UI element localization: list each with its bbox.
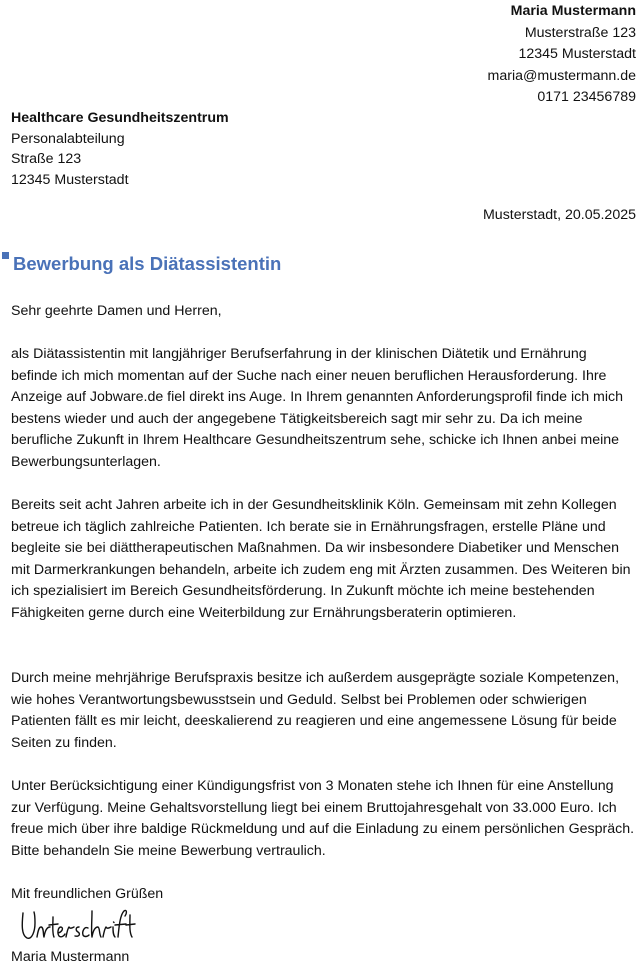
closing-phrase: Mit freundlichen Grüßen (11, 886, 164, 902)
subject-marker-square (2, 252, 9, 259)
body-paragraph-1: als Diätassistentin mit langjähriger Berufserfahrung in der klinischen Diätetik und Ernährung befinde ich mich momentan auf der Suche nach einer neuen beruflichen Herausforderung. Ihre Anzeige auf Jobware.de fiel direkt ins Auge. In Ihrem genannten Anforderungsprofil finde ich mich bestens wieder und auch der angegebene Tätigkeitsbereich sagt mir sehr zu. Da ich meine berufliche Zukunft in Ihrem Healthcare Gesundheitszentrum sehe, schicke ich Ihnen anbei meine Bewerbungsunterlagen. (11, 346, 624, 470)
recipient-city: 12345 Musterstadt (11, 171, 129, 188)
sender-address-block (488, 1, 636, 109)
place-and-date: Musterstadt, 20.05.2025 (482, 207, 636, 223)
body-paragraph-4: Unter Berücksichtigung einer Kündigungsfrist von 3 Monaten stehe ich Ihnen für eine Anstellung zur Verfügung. Meine Gehaltsvorstellung liegt bei einem Bruttojahresgehalt von 33.000 Euro. Ich freue mich über ihre baldige Rückmeldung und auf die Einladung zu einem persönlichen Gespräch. Bitte behandeln Sie meine Bewerbung vertraulich. (11, 778, 635, 859)
recipient-address-block (11, 108, 229, 190)
signed-name: Maria Mustermann (11, 949, 130, 965)
letter-subject: Bewerbung als Diätassistentin (13, 253, 282, 274)
sender-name: Maria Mustermann (510, 3, 636, 19)
handwritten-signature (17, 905, 137, 947)
recipient-street: Straße 123 (11, 151, 82, 167)
sender-email: maria@mustermann.de (487, 67, 636, 84)
recipient-organization: Healthcare Gesundheitszentrum (11, 110, 229, 126)
recipient-department: Personalabteilung (11, 130, 125, 147)
body-paragraph-2: Bereits seit acht Jahren arbeite ich in der Gesundheitsklinik Köln. Gemeinsam mit zehn Kollegen betreue ich täglich zahlreiche Patienten. Ich berate sie in Ernährungsfragen, erstelle Pläne und begleite sie bei diättherapeutischen Maßnahmen. Da wir insbesondere Diabetiker und Menschen mit Darmerkrankungen behandeln, arbeite ich zudem eng mit Ärzten zusammen. Des Weiteren bin ich spezialisiert im Bereich Gesundheitsförderung. In Zukunft möchte ich meine bestehenden Fähigkeiten gerne durch eine Weiterbildung zur Ernährungsberaterin optimieren. (11, 497, 631, 621)
sender-phone: 0171 23456789 (537, 89, 636, 105)
body-paragraph-3: Durch meine mehrjährige Berufspraxis besitze ich außerdem ausgeprägte soziale Kompetenzen, wie hohes Verantwortungsbewusstsein und Geduld. Selbst bei Problemen oder schwierigen Patienten fällt es mir leicht, deeskalierend zu reagieren und eine angemessene Lösung für beide Seiten zu finden. (11, 670, 620, 751)
salutation: Sehr geehrte Damen und Herren, (11, 303, 222, 319)
sender-city: 12345 Musterstadt (518, 46, 636, 62)
sender-street: Musterstraße 123 (524, 24, 636, 41)
